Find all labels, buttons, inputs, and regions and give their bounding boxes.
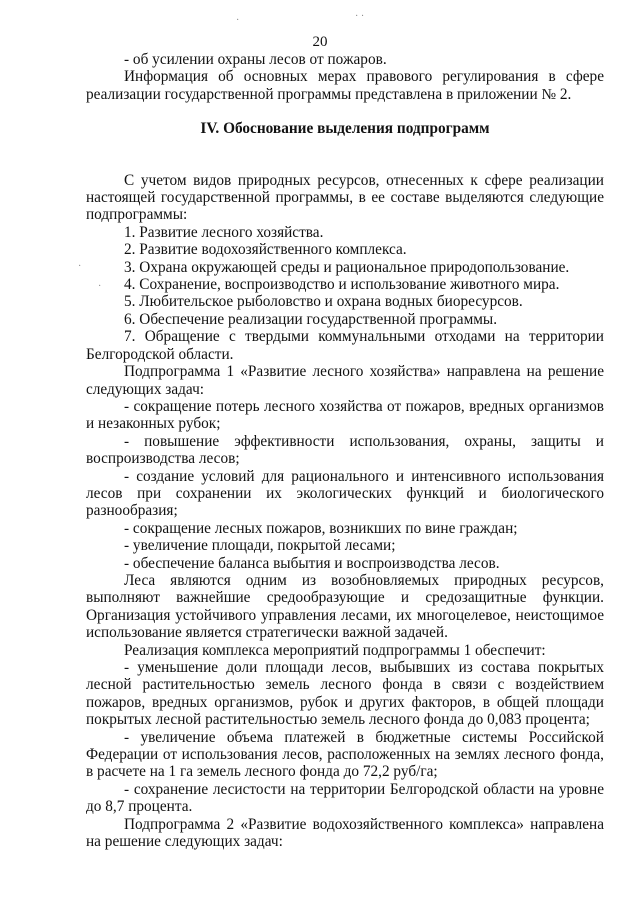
intro-paragraph: - об усилении охраны лесов от пожаров. — [124, 51, 387, 68]
document-body — [86, 51, 604, 850]
section-heading: IV. Обоснование выделения подпрограмм — [200, 120, 490, 138]
scan-speck: · — [78, 261, 82, 272]
body-paragraph: Подпрограмма 1 «Развитие лесного хозяйства» направлена на решение следующих задач: — [86, 363, 604, 398]
body-paragraph: Подпрограмма 2 «Развитие водохозяйственного комплекса» направлена на решение следующих задач: — [86, 815, 604, 851]
page-number: 20 — [312, 34, 328, 50]
body-paragraph: Реализация комплекса мероприятий подпрограммы 1 обеспечит: — [124, 641, 546, 659]
subprogram-list-item: 6. Обеспечение реализации государственной программы. — [124, 310, 498, 328]
subprogram-list-item: 1. Развитие лесного хозяйства. — [124, 223, 324, 241]
scan-speck: · — [98, 281, 102, 292]
subprogram-list-item: 3. Охрана окружающей среды и рациональное природопользование. — [124, 258, 570, 276]
task-list-item: - создание условий для рационального и интенсивного использования лесов при сохранении их экологических функций и биологического разнообразия; — [86, 467, 604, 520]
task-list-item: - увеличение площади, покрытой лесами; — [124, 537, 396, 555]
subprogram-list-item: 5. Любительское рыболовство и охрана водных биоресурсов. — [124, 293, 523, 311]
task-list-item: - сокращение потерь лесного хозяйства от пожаров, вредных организмов и незаконных рубок; — [86, 397, 604, 433]
scan-speck: · — [236, 15, 240, 26]
subprogram-list-item: 4. Сохранение, воспроизводство и использование животного мира. — [124, 276, 560, 294]
subprogram-list-item: 7. Обращение с твердыми коммунальными отходами на территории Белгородской области. — [86, 328, 604, 363]
task-list-item: - обеспечение баланса выбытия и воспроизводства лесов. — [124, 554, 500, 572]
body-paragraph: С учетом видов природных ресурсов, отнесенных к сфере реализации настоящей государственной программы, в ее составе выделяются следующие подпрограммы: — [86, 171, 604, 224]
scan-speck: · · — [355, 11, 365, 22]
spacer — [86, 138, 604, 172]
outcome-list-item: - увеличение объема платежей в бюджетные системы Российской Федерации от использования лесов, расположенных на землях лесного фонда, в расчете на 1 га земель лесного фонда до 72,2 руб/га; — [86, 728, 604, 781]
task-list-item: - сокращение лесных пожаров, возникших по вине граждан; — [124, 519, 518, 537]
outcome-list-item: - уменьшение доли площади лесов, выбывших из состава покрытых лесной растительностью земель лесного фонда в связи с воздействием пожаров, вредных организмов, рубок и других факторов, в общей площади покрытых лесной растительностью земель лесного фонда до 0,083 процента; — [86, 659, 604, 729]
spacer — [86, 103, 604, 120]
subprogram-list-item: 2. Развитие водохозяйственного комплекса. — [124, 241, 407, 259]
outcome-list-item: - сохранение лесистости на территории Белгородской области на уровне до 8,7 процента. — [86, 780, 604, 816]
task-list-item: - повышение эффективности использования, охраны, защиты и воспроизводства лесов; — [86, 432, 604, 468]
intro-paragraph: Информация об основных мерах правового регулирования в сфере реализации государственной программы представлена в приложении № 2. — [86, 68, 604, 103]
body-paragraph: Леса являются одним из возобновляемых природных ресурсов, выполняют важнейшие средообразующие и средозащитные функции. Организация устойчивого управления лесами, их многоцелевое, неистощимое использование является стратегически важной задачей. — [86, 571, 604, 642]
